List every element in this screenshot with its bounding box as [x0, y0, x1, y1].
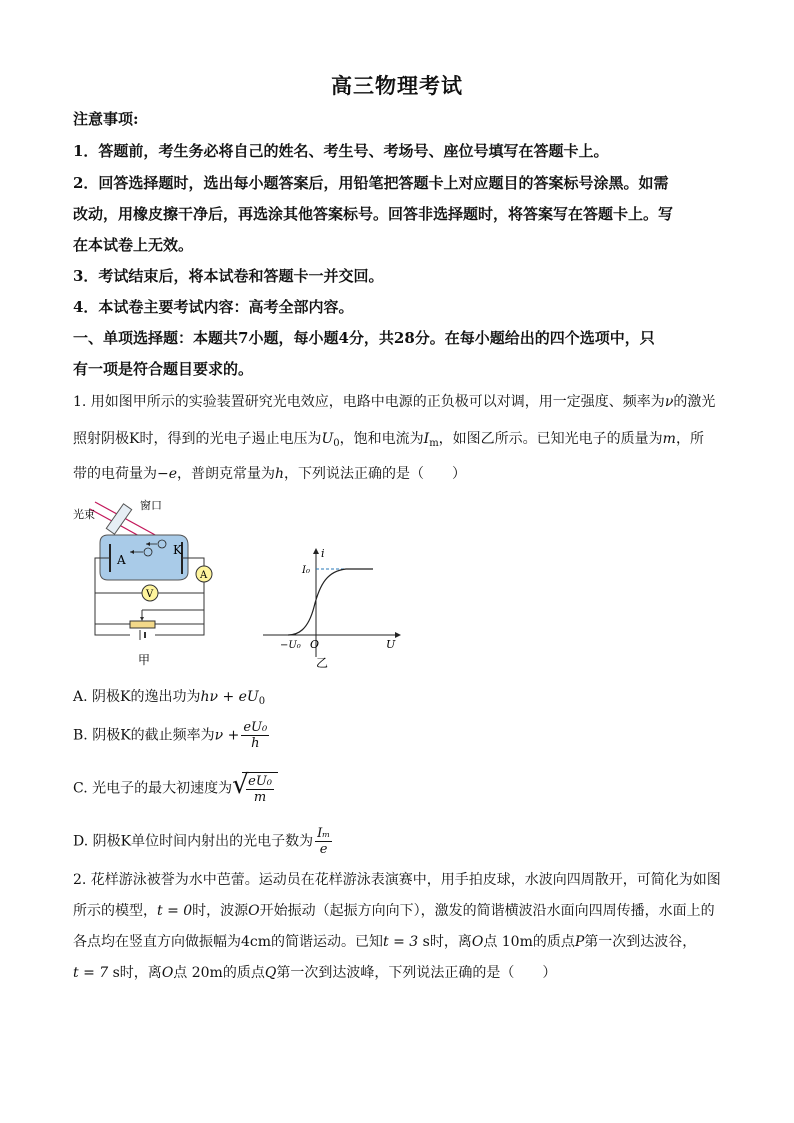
q2-text: 所示的模型，	[73, 903, 157, 919]
notice-item-3: 3．考试结束后，将本试卷和答题卡一并交回。	[73, 267, 384, 285]
q2-text: 第一次到达波峰，下列说法正确的是（ ）	[276, 965, 557, 981]
q2-line-1: 2. 花样游泳被誉为水中芭蕾。运动员在花样游泳表演赛中，用手拍皮球，水波向四周散开，可简化为如图	[73, 872, 721, 888]
beam-label: 光束	[73, 508, 95, 521]
section-heading: 一、单项选择题：本题共7小题，每小题4分，共28分。在每小题给出的四个选项中，只	[73, 329, 655, 347]
point-o: O	[161, 965, 174, 981]
q1-text: ，如图乙所示。已知光电子的质量为	[438, 431, 663, 447]
nu-symbol: ν	[664, 394, 674, 410]
saturation-current-label: I₀	[302, 565, 310, 576]
rheostat	[130, 621, 155, 628]
option-a	[73, 686, 723, 707]
circuit-wire	[155, 582, 204, 635]
q2-text: 各点均在竖直方向做振幅为4cm的简谐运动。已知	[73, 934, 384, 950]
q1-text: ，普朗克常量为	[177, 466, 276, 482]
option-d-text: D. 阴极K单位时间内射出的光电子数为	[73, 833, 314, 850]
cathode-label: K	[173, 543, 182, 557]
t-three: t = 3	[383, 934, 419, 950]
notice-item-4: 4．本试卷主要考试内容：高考全部内容。	[73, 298, 354, 316]
figure-iv-curve	[258, 545, 408, 670]
q1-text: 带的电荷量为	[73, 466, 157, 482]
q1-text: ，饱和电流为	[339, 431, 424, 447]
anode-label: A	[117, 553, 126, 567]
page-title: 高三物理考试	[331, 73, 463, 98]
point-o: O	[471, 934, 484, 950]
q2-line-4	[73, 962, 723, 982]
option-b-text: B. 阴极K的截止频率为	[73, 727, 215, 744]
q1-text: ，下列说法正确的是（ ）	[284, 466, 467, 482]
figure-caption: 甲	[138, 653, 151, 667]
point-p: P	[574, 934, 585, 950]
option-c-text: C. 光电子的最大初速度为	[73, 780, 233, 797]
point-o: O	[248, 903, 260, 919]
option-b-math: ν +	[214, 727, 240, 744]
q2-text: 点 10m的质点	[483, 934, 575, 950]
option-b-fraction: $\frac{\text{eU₀}}{h}$	[243, 720, 268, 751]
option-c	[73, 772, 723, 805]
q2-text: 时，波源	[192, 903, 249, 919]
q2-text: 开始振动（起振方向向下），激发的简谐横波沿水面向四周传播，水面上的	[259, 903, 715, 919]
q1-line-1	[73, 391, 723, 411]
q1-text: 1. 用如图甲所示的实验装置研究光电效应，电路中电源的正负极可以对调，用一定强度、频率为	[73, 394, 665, 410]
q1-text: ，所	[675, 431, 704, 447]
q2-text: 点 20m的质点	[173, 965, 265, 981]
option-c-sqrt: √ $\frac{\text{eU₀}}{m}$	[232, 772, 278, 805]
option-d	[73, 826, 723, 857]
q2-text: s时，离	[108, 965, 162, 981]
t-zero: t = 0	[157, 903, 193, 919]
origin-label: O	[310, 638, 320, 651]
option-a-text: A. 阴极K的逸出功为	[73, 689, 201, 705]
y-axis-arrow	[313, 548, 319, 554]
notice-heading: 注意事项:	[73, 110, 139, 128]
ammeter-label: A	[200, 570, 208, 581]
point-q: Q	[264, 965, 277, 981]
notice-item-2: 2．回答选择题时，选出每小题答案后，用铅笔把答题卡上对应题目的答案标号涂黑。如需	[73, 174, 669, 192]
q1-text: 的激光	[673, 394, 716, 410]
rheostat-slider	[140, 617, 144, 621]
q2-text: 第一次到达波谷，	[584, 934, 697, 950]
stopping-voltage-label: −U₀	[280, 640, 301, 651]
notice-item-1: 1．答题前，考生务必将自己的姓名、考生号、考场号、座位号填写在答题卡上。	[73, 142, 609, 160]
im-symbol: $I_m$	[423, 431, 439, 449]
section-heading-cont: 有一项是符合题目要求的。	[73, 360, 254, 378]
y-axis-label: i	[321, 547, 325, 560]
charge-symbol: −e	[157, 466, 178, 482]
notice-item-2-end: 在本试卷上无效。	[73, 236, 194, 254]
notice-item-2-cont: 改动，用橡皮擦干净后，再选涂其他答案标号。回答非选择题时，将答案写在答题卡上。写	[73, 205, 674, 223]
q2-text: s时，离	[418, 934, 472, 950]
option-d-fraction: $\frac{\text{Iₘ}}{e}$	[317, 826, 331, 857]
option-b	[73, 720, 723, 751]
h-symbol: h	[275, 466, 285, 482]
m-symbol: m	[662, 431, 676, 447]
x-axis-arrow	[395, 632, 401, 638]
option-a-math: $h\nu + eU_0$	[200, 689, 266, 707]
u0-symbol: $U_0$	[321, 431, 340, 449]
q2-line-3	[73, 931, 723, 951]
x-axis-label: U	[386, 638, 396, 651]
q1-line-3	[73, 463, 723, 483]
window-label: 窗口	[140, 499, 162, 512]
figure-apparatus	[70, 492, 220, 672]
vacuum-tube	[100, 535, 188, 580]
q1-text: 照射阴极K时，得到的光电子遏止电压为	[73, 431, 322, 447]
voltmeter-label: V	[146, 589, 154, 600]
figure-caption: 乙	[316, 656, 329, 670]
q2-line-2	[73, 900, 723, 920]
t-seven: t = 7	[73, 965, 109, 981]
q1-line-2	[73, 428, 723, 449]
iv-curve	[288, 569, 373, 635]
